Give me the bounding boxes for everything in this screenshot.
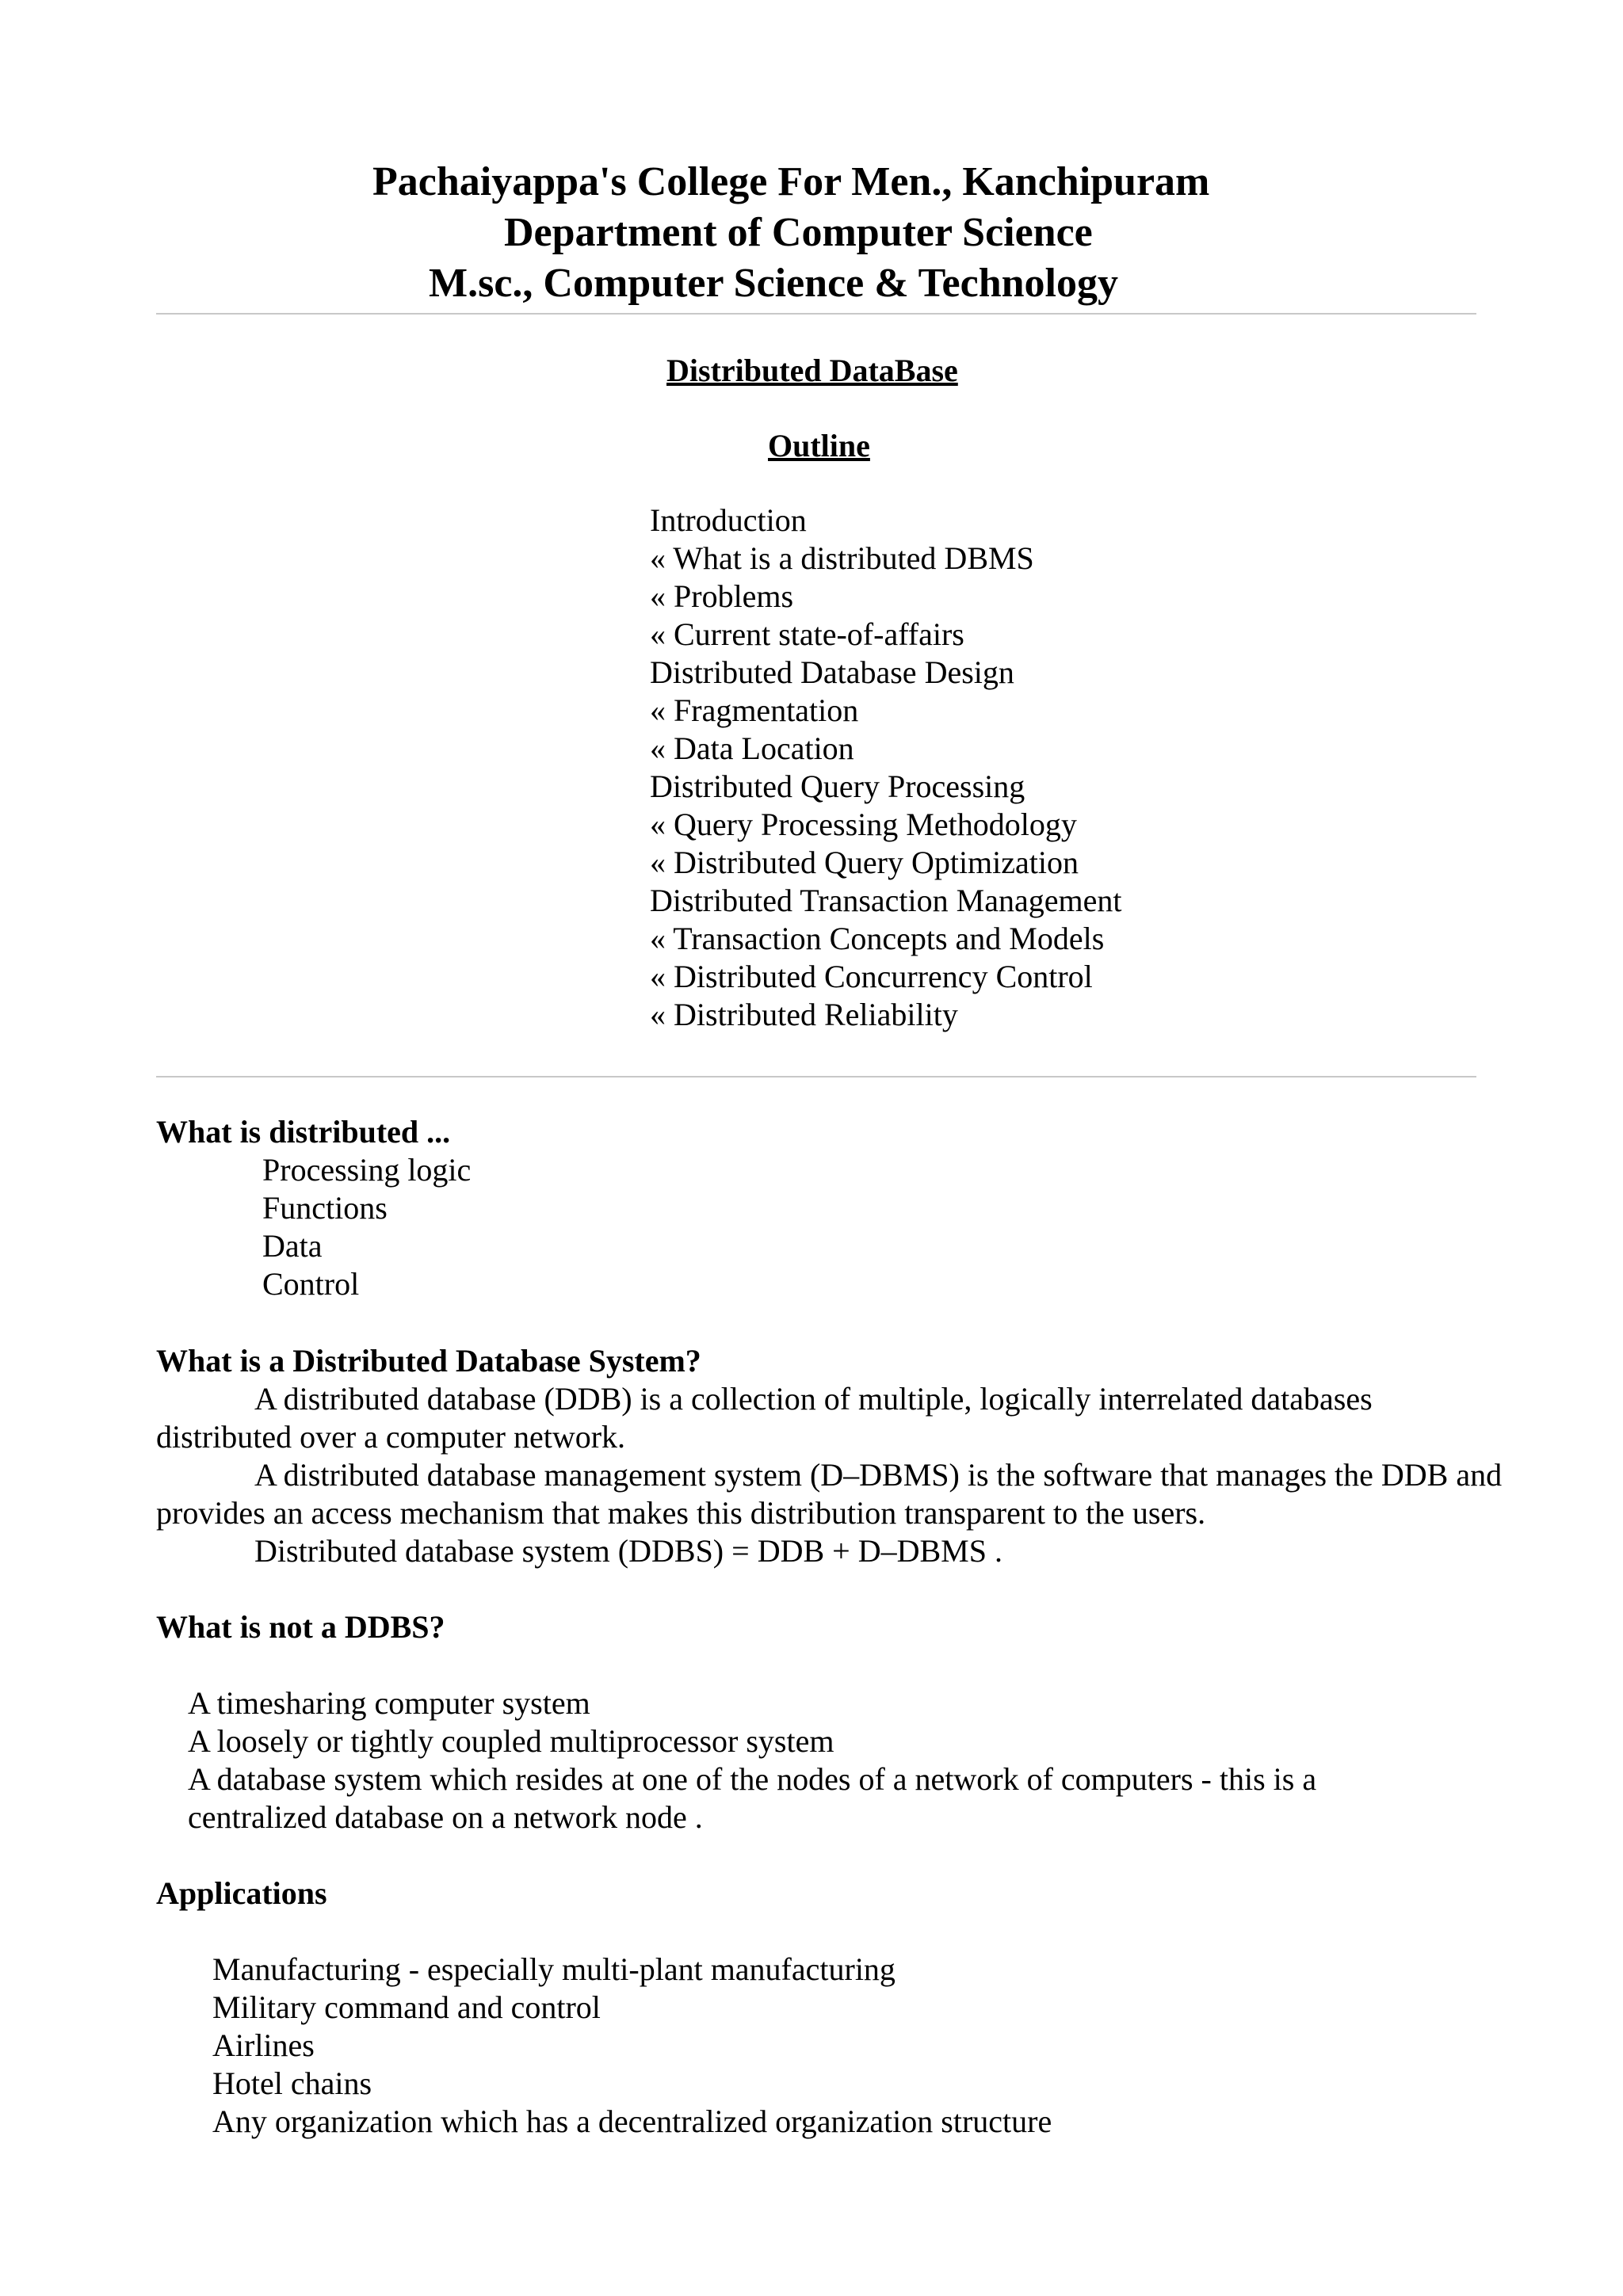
list-item: Airlines — [212, 2027, 315, 2063]
outline-item: « Fragmentation — [650, 692, 859, 728]
section-title-applications: Applications — [156, 1875, 327, 1911]
header-divider — [156, 313, 1476, 315]
not-ddbs-list — [188, 1684, 1316, 1836]
section-title-not-ddbs: What is not a DDBS? — [156, 1609, 445, 1645]
subject-title: Distributed DataBase — [666, 353, 958, 388]
list-item: Manufacturing - especially multi-plant manufacturing — [212, 1951, 896, 1987]
ddbms-definition: A distributed database management system (D–DBMS) is the software that manages the DDB and provides an access mechanism that makes this distribution transparent to the users. — [156, 1457, 1503, 1531]
list-item: Any organization which has a decentralized organization structure — [212, 2103, 1052, 2139]
course-name: M.sc., Computer Science & Technology — [429, 261, 1118, 306]
college-name: Pachaiyappa's College For Men., Kanchipuram — [372, 159, 1210, 204]
list-item: A loosely or tightly coupled multiprocessor system — [188, 1723, 834, 1759]
list-item: Functions — [262, 1190, 388, 1226]
list-item: Hotel chains — [212, 2065, 372, 2101]
list-item: Processing logic — [262, 1152, 472, 1188]
applications-list — [212, 1951, 1052, 2141]
list-item: A database system which resides at one of the nodes of a network of computers - this is a — [188, 1761, 1317, 1797]
outline-item: Distributed Transaction Management — [650, 883, 1122, 918]
ddbs-equation: Distributed database system (DDBS) = DDB + D–DBMS . — [254, 1533, 1002, 1569]
outline-item: Distributed Database Design — [650, 654, 1014, 690]
outline-item: « Transaction Concepts and Models — [650, 921, 1105, 956]
section-title-ddbs: What is a Distributed Database System? — [156, 1343, 701, 1379]
list-item: Control — [262, 1266, 360, 1302]
outline-divider — [156, 1076, 1476, 1077]
section-title-what-is-distributed: What is distributed ... — [156, 1114, 451, 1150]
outline-item: Introduction — [650, 502, 807, 538]
ddb-definition: A distributed database (DDB) is a collection of multiple, logically interrelated databases distributed over a computer network. — [156, 1381, 1373, 1455]
list-item: A timesharing computer system — [188, 1685, 590, 1721]
outline-item: « Distributed Query Optimization — [650, 845, 1079, 880]
outline-list — [650, 502, 1121, 1034]
outline-title: Outline — [768, 428, 870, 463]
outline-item: « Current state-of-affairs — [650, 616, 964, 652]
list-item: centralized database on a network node . — [188, 1799, 703, 1835]
outline-item: « Distributed Reliability — [650, 997, 958, 1032]
list-item: Military command and control — [212, 1989, 601, 2025]
outline-item: « What is a distributed DBMS — [650, 540, 1034, 576]
list-item: Data — [262, 1228, 323, 1264]
outline-item: Distributed Query Processing — [650, 769, 1025, 804]
outline-item: « Query Processing Methodology — [650, 807, 1077, 842]
outline-item: « Problems — [650, 578, 794, 614]
outline-item: « Data Location — [650, 730, 854, 766]
department-name: Department of Computer Science — [504, 210, 1093, 255]
distributed-items-list — [262, 1151, 471, 1303]
outline-item: « Distributed Concurrency Control — [650, 959, 1093, 994]
